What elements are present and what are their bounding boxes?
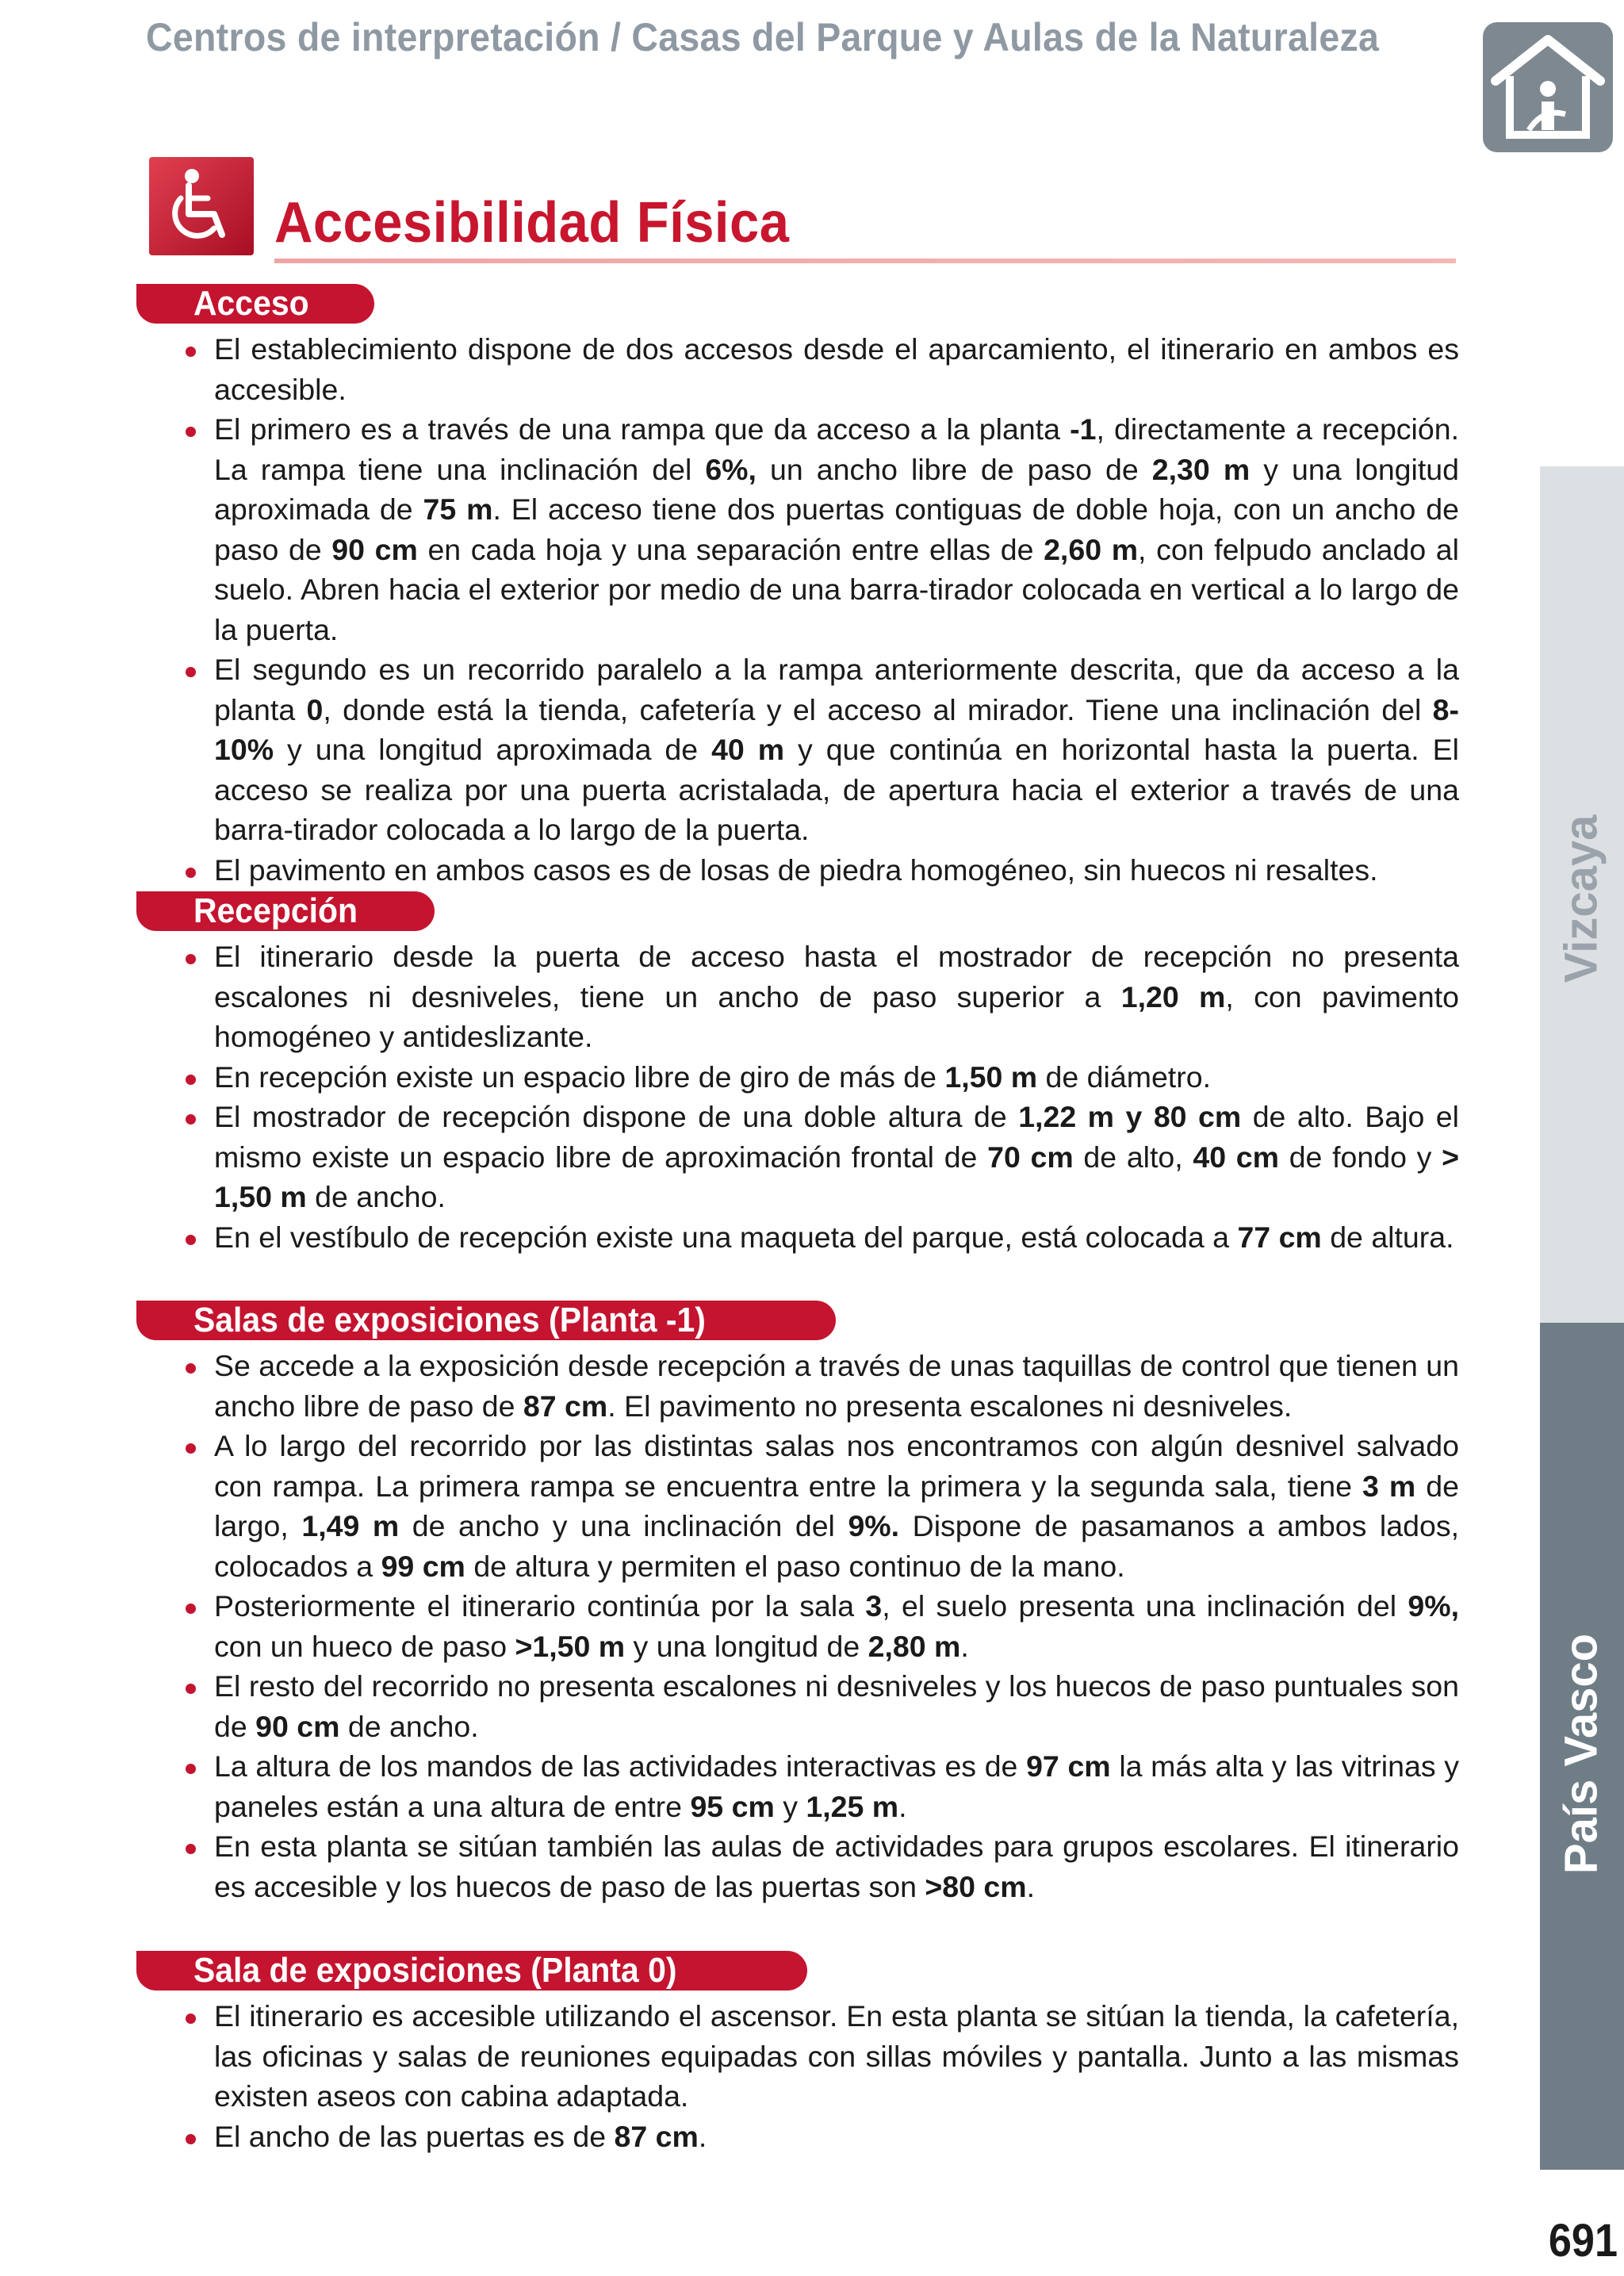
text-run: En recepción existe un espacio libre de giro de más de [214,1059,945,1094]
list-item [182,1996,1459,2117]
text-run: . [698,2119,707,2153]
bold-value: > 1,50 m [214,1140,1459,1213]
text-run: El resto del recorrido no presenta escalones ni desniveles y los huecos de paso puntuales son de [214,1669,1459,1743]
text-run: . El acceso tiene dos puertas contiguas de doble hoja, con un ancho de paso de [214,492,1459,566]
bullet-dot-icon [186,1075,196,1085]
bullet-dot-icon [186,1443,196,1454]
page-title: Accesibilidad Física [274,191,790,255]
bold-value: 95 cm [690,1789,775,1823]
text-run: , con pavimento homogéneo y antideslizante. [214,979,1460,1053]
list-item [182,1057,1459,1098]
text-run: y una longitud de [625,1629,868,1663]
bold-value: 1,49 m [301,1509,400,1542]
text-run: El itinerario desde la puerta de acceso hasta el mostrador de recepción no presenta escalones ni desniveles, tiene un ancho de paso superior a [214,940,1459,1013]
list-item [182,409,1459,649]
bold-value: 9%, [1408,1589,1459,1623]
text-run: En el vestíbulo de recepción existe una maqueta del parque, está colocada a [214,1220,1238,1254]
bold-value: 8-10% [214,692,1460,766]
bullet-list-acceso [182,329,1459,890]
bullet-dot-icon [186,1363,196,1374]
bold-value: 0 [306,692,324,726]
bold-value: 87 cm [614,2119,699,2153]
text-run: El segundo es un recorrido paralelo a la rampa anteriormente descrita, que da acceso a la planta [214,653,1459,726]
text-run: y [774,1789,806,1823]
text-run: de ancho. [339,1709,479,1743]
bullet-dot-icon [186,2134,196,2144]
text-run: . [960,1629,969,1663]
bullet-dot-icon [186,347,196,357]
list-item [182,1826,1459,1906]
bullet-dot-icon [186,1844,196,1854]
bold-value: 90 cm [255,1709,340,1743]
text-run: un ancho libre de paso de [756,452,1152,486]
list-item [182,1586,1459,1666]
section-title-recepcion: Recepción [136,891,435,931]
province-label: Vizcaya [1555,814,1607,983]
bold-value: 2,80 m [868,1629,961,1663]
house-info-icon [1480,19,1616,155]
bold-value: -1 [1070,412,1097,446]
text-run: de alto. Bajo el mismo existe un espacio libre de aproximación frontal de [214,1100,1459,1174]
bullet-dot-icon [186,868,196,878]
text-run: con un hueco de paso [214,1629,515,1663]
bold-value: 97 cm [1026,1749,1111,1783]
text-run: , directamente a recepción. La rampa tiene una inclinación del [214,412,1460,486]
list-item [182,937,1459,1057]
bold-value: >80 cm [925,1869,1027,1903]
text-run: de altura. [1321,1220,1454,1254]
list-item [182,850,1459,891]
text-run: de alto, [1073,1140,1193,1174]
bold-value: 1,20 m [1120,979,1226,1013]
bold-value: >1,50 m [515,1629,626,1663]
text-run: A lo largo del recorrido por las distintas salas nos encontramos con algún desnivel salvado con rampa. La primera rampa se encuentra entre la primera y la segunda sala, tiene [214,1429,1459,1503]
text-run: , el suelo presenta una inclinación del [882,1589,1408,1623]
text-run: de largo, [214,1469,1459,1542]
list-item [182,1346,1459,1426]
list-item [182,1746,1459,1826]
text-run: . [898,1789,907,1823]
bold-value: 40 cm [1193,1140,1279,1174]
text-run: El itinerario es accesible utilizando el ascensor. En esta planta se sitúan la tienda, la cafetería, las oficinas y salas de reuniones equipadas con sillas móviles y pantalla. Junto a las mismas existen aseos con cabina adaptada. [214,1999,1459,2113]
text-run: Posteriormente el itinerario continúa por la sala [214,1589,866,1623]
bold-value: 1,25 m [806,1789,899,1823]
bold-value: 6%, [705,452,756,486]
bold-value: 2,30 m [1151,452,1251,486]
text-run: El establecimiento dispone de dos accesos desde el aparcamiento, el itinerario en ambos es accesible. [214,332,1459,406]
section-title-salas-planta-1: Salas de exposiciones (Planta -1) [136,1301,836,1340]
bold-value: 99 cm [381,1549,465,1583]
section-title-acceso: Acceso [136,284,374,324]
wheelchair-icon [149,157,254,255]
bold-value: 70 cm [987,1140,1074,1174]
section-title-sala-planta-0: Sala de exposiciones (Planta 0) [136,1951,807,1991]
heading-underline [274,259,1456,263]
region-label: País Vasco [1555,1633,1607,1875]
bullet-dot-icon [186,1604,196,1614]
bold-value: 77 cm [1237,1220,1322,1254]
list-item [182,1426,1459,1586]
text-run: y una longitud aproximada de [274,733,712,766]
text-run: El primero es a través de una rampa que da acceso a la planta [214,412,1071,446]
text-run: de diámetro. [1037,1059,1211,1094]
bullet-list-recepcion [182,937,1459,1257]
list-item [182,2117,1459,2157]
list-item [182,1097,1459,1217]
bold-value: 3 m [1362,1469,1416,1503]
bullet-dot-icon [186,1684,196,1694]
bullet-dot-icon [186,1235,196,1245]
text-run: y que continúa en horizontal hasta la puerta. El acceso se realiza por una puerta acristalada, de apertura hacia el exterior a través de una barra-tirador colocada a lo largo de la puerta. [214,733,1459,846]
text-run: . El pavimento no presenta escalones ni desniveles. [607,1389,1293,1423]
bullet-dot-icon [186,2014,196,2024]
bold-value: 1,22 m y 80 cm [1018,1100,1242,1133]
page-number: 691 [1548,2215,1618,2266]
text-run: El ancho de las puertas es de [214,2119,615,2153]
header-title: Centros de interpretación / Casas del Parque y Aulas de la Naturaleza [146,15,1380,59]
bullet-dot-icon [186,954,196,964]
bold-value: 9%. [848,1509,900,1542]
bold-value: 40 m [711,733,785,766]
text-run: de fondo y [1279,1140,1442,1174]
bullet-dot-icon [186,427,196,437]
bullet-dot-icon [186,1764,196,1774]
bold-value: 3 [865,1589,883,1623]
list-item [182,649,1459,850]
text-run: Dispone de pasamanos a ambos lados, colocados a [214,1509,1459,1583]
bullet-list-salas-planta-1 [182,1346,1459,1906]
bullet-list-sala-planta-0 [182,1996,1459,2156]
text-run: El mostrador de recepción dispone de una doble altura de [214,1100,1019,1133]
text-run: Se accede a la exposición desde recepción a través de unas taquillas de control que tienen un ancho libre de paso de [214,1349,1459,1423]
text-run: . [1026,1869,1036,1903]
text-run: El pavimento en ambos casos es de losas de piedra homogéneo, sin huecos ni resaltes. [214,853,1378,887]
text-run: de ancho y una inclinación del [399,1509,848,1542]
bullet-dot-icon [186,1114,196,1125]
text-run: la más alta y las vitrinas y paneles están a una altura de entre [214,1749,1459,1823]
bold-value: 90 cm [331,532,418,566]
text-run: de ancho. [306,1180,446,1213]
text-run: , con felpudo anclado al suelo. Abren hacia el exterior por medio de una barra-tirador colocada en vertical a lo largo de la puerta. [214,532,1459,646]
list-item [182,1666,1459,1746]
text-run: y una longitud aproximada de [214,452,1459,526]
list-item [182,1217,1459,1258]
text-run: en cada hoja y una separación entre ellas de [417,532,1044,566]
list-item [182,329,1459,409]
text-run: de altura y permiten el paso continuo de la mano. [465,1549,1125,1583]
bullet-dot-icon [186,667,196,677]
bold-value: 87 cm [523,1389,608,1423]
bold-value: 75 m [423,492,493,526]
text-run: , donde está la tienda, cafetería y el acceso al mirador. Tiene una inclinación del [323,692,1433,726]
bold-value: 2,60 m [1044,532,1139,566]
bold-value: 1,50 m [944,1059,1038,1094]
text-run: En esta planta se sitúan también las aulas de actividades para grupos escolares. El itinerario es accesible y los huecos de paso de las puertas son [214,1830,1459,1903]
text-run: La altura de los mandos de las actividades interactivas es de [214,1749,1027,1783]
